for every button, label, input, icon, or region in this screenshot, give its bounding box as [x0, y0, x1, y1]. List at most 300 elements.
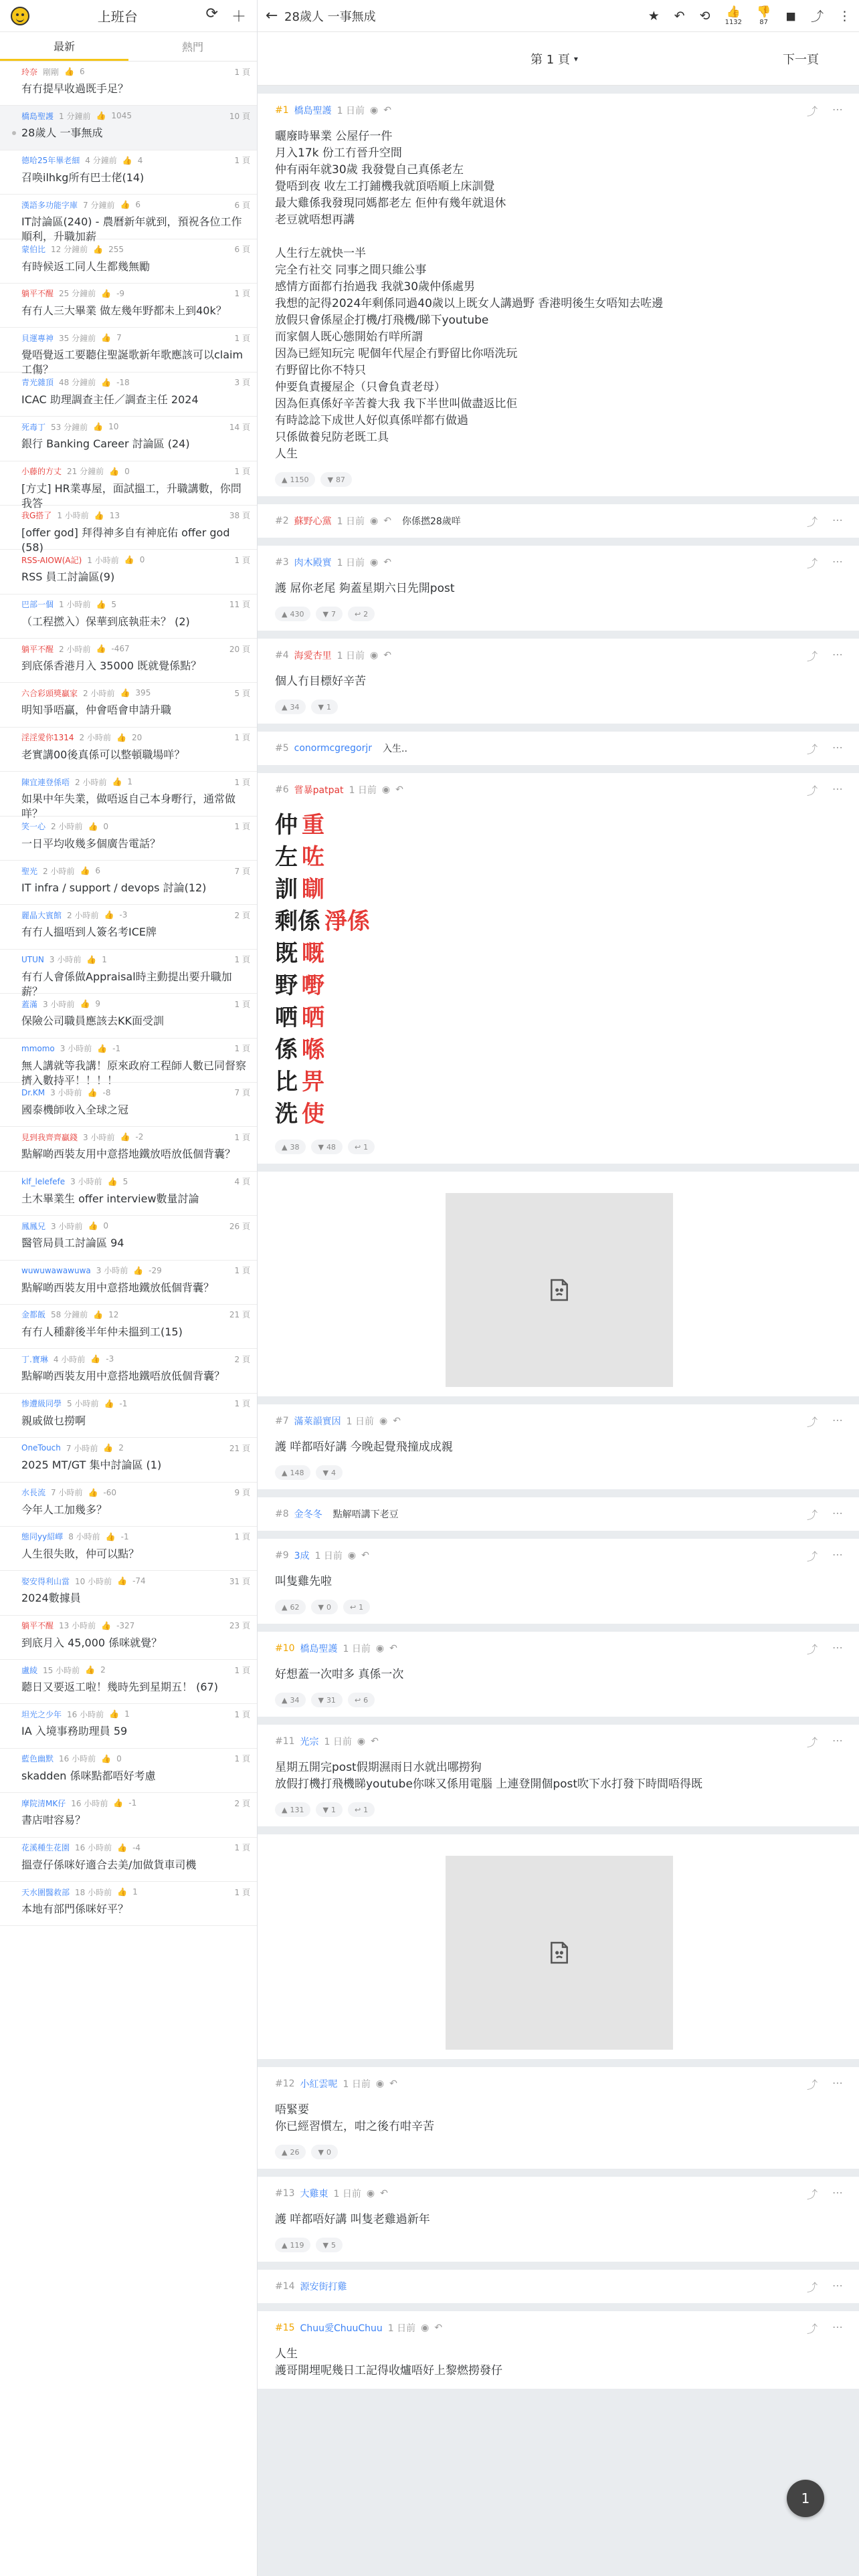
thread-pages[interactable]: 6 頁 [234, 200, 250, 210]
thread-item[interactable] [0, 1616, 257, 1660]
share-icon[interactable]: ⤴ [806, 649, 818, 663]
thread-time: 4 小時前 [53, 1354, 86, 1364]
eye-icon[interactable]: ◉ [370, 105, 379, 116]
reply-author[interactable]: 海愛杏里 [294, 651, 332, 661]
thread-pages[interactable]: 23 頁 [229, 1621, 250, 1631]
thread-author[interactable]: 陳宜連登係唔 [21, 777, 70, 787]
thread-title[interactable]: [offer god] 拜得神多自有神庇佑 offer god (58) [21, 526, 230, 554]
thread-pages[interactable]: 1 頁 [234, 333, 250, 343]
share-icon[interactable]: ⤴ [806, 2322, 818, 2335]
thread-item[interactable] [0, 1127, 257, 1171]
downvote-count: 1 [330, 1805, 336, 1814]
more-icon[interactable]: ⋯ [832, 647, 843, 661]
thread-author[interactable]: 見到我齊齊贏錢 [21, 1132, 78, 1142]
thread-author[interactable]: 鳳鳳兄 [21, 1221, 46, 1231]
thread-title[interactable]: 覺唔覺返工要聽住聖誕歌新年歌應該可以claim工傷？ [21, 348, 244, 377]
thread-author[interactable]: 摩院清MK仔 [21, 1798, 66, 1808]
share-icon[interactable]: ⤴ [806, 2280, 818, 2294]
thread-item[interactable] [0, 1349, 257, 1393]
thread-likes: 395 [135, 688, 151, 698]
thread-item[interactable] [0, 817, 257, 861]
thread-pages[interactable]: 1 頁 [234, 555, 250, 565]
thread-pages[interactable]: 1 頁 [234, 1709, 250, 1719]
thread-item[interactable] [0, 1704, 257, 1748]
thread-pages[interactable]: 1 頁 [234, 999, 250, 1009]
thread-author[interactable]: 水長流 [21, 1488, 46, 1497]
thread-author[interactable]: 躺平不醒 [21, 289, 54, 299]
thread-author[interactable]: 笑一心 [21, 822, 46, 832]
upvote-count: 430 [290, 609, 304, 619]
thread-author[interactable]: 漢語多功能字庫 [21, 200, 78, 210]
thread-pages[interactable]: 21 頁 [229, 1443, 250, 1453]
thread-author[interactable]: klf_lelefefe [21, 1176, 66, 1186]
thread-author[interactable]: 淫淫愛你1314 [21, 733, 74, 743]
thread-pages[interactable]: 1 頁 [234, 67, 250, 77]
upvote-button[interactable]: ▲ 131 [275, 1802, 310, 1817]
thread-pages[interactable]: 1 頁 [234, 1399, 250, 1409]
lihkg-logo-icon[interactable] [11, 7, 29, 25]
eye-icon[interactable]: ◉ [379, 1416, 388, 1426]
thread-item[interactable] [0, 239, 257, 284]
thread-title[interactable]: 保險公司職員應該去KK面受訓 [21, 1014, 164, 1028]
thread-author[interactable]: 天水圍醫救部 [21, 1887, 70, 1897]
thread-item[interactable] [0, 1793, 257, 1837]
thread-pages[interactable]: 9 頁 [234, 1488, 250, 1497]
share-icon[interactable]: ⤴ [806, 742, 818, 756]
eye-icon[interactable]: ◉ [370, 557, 379, 568]
thread-author[interactable]: 態同yy紹嶧 [21, 1532, 64, 1542]
reply-count-button[interactable]: ↩ 1 [348, 1802, 375, 1817]
quote-icon[interactable]: ↶ [383, 516, 391, 526]
reply-author[interactable]: 橋島聖護 [300, 1644, 338, 1654]
thread-title[interactable]: 有冇人三大畢業 做左幾年野都未上到40k？ [21, 304, 227, 317]
thread-title[interactable]: 明知爭唔贏，仲會唔會申請升職 [21, 704, 172, 717]
thread-item[interactable] [0, 550, 257, 594]
upvote-button[interactable]: ▲ 62 [275, 1600, 306, 1614]
thread-item[interactable] [0, 950, 257, 998]
thread-item[interactable] [0, 1394, 257, 1438]
thread-author[interactable]: 死毒丁 [21, 422, 46, 432]
thread-author[interactable]: RSS-AIOW(A記) [21, 555, 82, 565]
thread-author[interactable]: 聖光 [21, 866, 38, 876]
thread-title[interactable]: 2024數據員 [21, 1592, 81, 1605]
share-icon[interactable]: ⤴ [810, 9, 824, 24]
thread-author[interactable]: 蒙伯比 [21, 245, 46, 255]
thread-author[interactable]: 躺平不醒 [21, 644, 54, 654]
thread-item[interactable] [0, 861, 257, 905]
thread-meta [21, 154, 250, 167]
broken-image-icon[interactable] [446, 1193, 673, 1387]
thread-title[interactable]: 老實講00後真係可以整頓職場咩？ [21, 748, 185, 761]
thread-item[interactable] [0, 905, 257, 949]
reply-count-button[interactable]: ↩ 1 [343, 1600, 370, 1614]
downvote-button[interactable]: ▼ 1 [311, 700, 337, 714]
thread-title[interactable]: 到底月入 45,000 係咪就覺？ [21, 1636, 163, 1649]
thread-title[interactable]: IA 入境事務助理員 59 [21, 1725, 128, 1738]
thread-item[interactable] [0, 372, 257, 417]
thread-author[interactable]: 我G搭了 [21, 511, 52, 521]
thread-pages[interactable]: 1 頁 [234, 1132, 250, 1142]
thread-item[interactable] [0, 595, 257, 639]
more-icon[interactable]: ⋯ [832, 2185, 843, 2199]
thread-pages[interactable]: 31 頁 [229, 1576, 250, 1586]
more-icon[interactable]: ⋯ [832, 1547, 843, 1561]
thread-meta [21, 1442, 250, 1454]
thread-pages[interactable]: 1 頁 [234, 1044, 250, 1054]
thread-item[interactable] [0, 1838, 257, 1882]
reply-count-button[interactable]: ↩ 1 [348, 1140, 375, 1154]
thread-title[interactable]: [方丈] HR業專屋，面試搵工，升職講數，你問我答 [21, 481, 242, 510]
thread-title[interactable]: 有冇人會係做Appraisal時主動提出要升職加薪？ [21, 970, 232, 998]
upvote-button[interactable]: ▲ 1150 [275, 472, 315, 487]
thread-item[interactable] [0, 1039, 257, 1087]
share-icon[interactable]: ⤴ [806, 1549, 818, 1563]
reply-author[interactable]: 3成 [294, 1551, 310, 1562]
thread-author[interactable]: 橋島聖護 [21, 111, 54, 121]
thread-item[interactable] [0, 417, 257, 461]
share-icon[interactable]: ⤴ [806, 1735, 818, 1749]
thread-item[interactable] [0, 1216, 257, 1260]
reply-author[interactable]: 小紅雲呢 [300, 2079, 338, 2090]
reply-author[interactable]: 光宗 [300, 1737, 319, 1747]
quote-icon[interactable]: ↶ [371, 1736, 379, 1747]
thread-author[interactable]: 躺平不醒 [21, 1621, 54, 1631]
thread-author[interactable]: 六合彩頭獎贏家 [21, 688, 78, 698]
downvote-button[interactable]: ▼ 0 [311, 2145, 337, 2159]
thread-pages[interactable]: 2 頁 [234, 1354, 250, 1364]
downvote-button[interactable]: ▼ 5 [316, 2238, 342, 2252]
thread-author[interactable]: 玲奈 [21, 67, 38, 77]
share-icon[interactable]: ⤴ [806, 556, 818, 570]
upvote-button[interactable]: ▲ 430 [275, 607, 310, 621]
reply-card [258, 1632, 859, 1717]
share-icon[interactable]: ⤴ [806, 1508, 818, 1521]
thread-title[interactable]: 有冇提早收過既手足？ [21, 82, 129, 95]
thread-item[interactable] [0, 506, 257, 554]
reply-author[interactable]: conormcgregorjr [294, 743, 372, 754]
thread-item[interactable] [0, 772, 257, 821]
next-page-button[interactable]: 下一頁 [783, 52, 819, 67]
more-icon[interactable]: ⋯ [832, 554, 843, 568]
thread-title[interactable]: IT討論區(240) - 農曆新年就到，預祝各位工作順利，升職加薪 [21, 215, 242, 243]
more-icon[interactable]: ⋮ [838, 8, 851, 23]
thread-title[interactable]: 本地有部門係咪好平？ [21, 1903, 129, 1916]
more-icon[interactable]: ⋯ [832, 2278, 843, 2292]
thread-title[interactable]: 點解啲西裝友用中意搭地鐵唔放低個背囊？ [21, 1370, 225, 1383]
thread-item[interactable] [0, 1660, 257, 1704]
quote-icon[interactable]: ↶ [389, 1643, 397, 1654]
thread-title[interactable]: 親戚做乜撈啊 [21, 1414, 86, 1427]
star-icon[interactable]: ★ [648, 8, 660, 23]
back-arrow-icon[interactable]: ← [266, 7, 278, 24]
quote-icon[interactable]: ↶ [361, 1550, 369, 1561]
reply-meta [275, 1548, 843, 1563]
thread-title[interactable]: 聽日又要返工啦！幾時先到星期五！ (67) [21, 1681, 218, 1694]
thread-title[interactable]: 有冇人種辭後半年仲未搵到工(15) [21, 1325, 183, 1338]
thread-pages[interactable]: 1 頁 [234, 1532, 250, 1542]
share-icon[interactable]: ⤴ [806, 515, 818, 528]
dislike-button[interactable] [757, 5, 771, 26]
thread-title[interactable]: 搵壹仔係咪好適合去美/加做貨車司機 [21, 1858, 197, 1871]
thread-title[interactable]: RSS 員工討論區(9) [21, 570, 115, 584]
thread-item[interactable] [0, 1083, 257, 1127]
share-icon[interactable]: ⤴ [806, 784, 818, 797]
upvote-button[interactable]: ▲ 119 [275, 2238, 310, 2252]
thread-title[interactable]: 點解啲西裝友用中意搭地鐵放低個背囊？ [21, 1281, 215, 1294]
new-thread-icon[interactable]: ＋ [231, 9, 246, 25]
thread-item[interactable] [0, 150, 257, 195]
thread-title[interactable]: 到底係香港月入 35000 既就覺係點？ [21, 659, 202, 673]
reply-body: 護 咩都唔好講 今晚起覺飛撞成成親 [275, 1440, 453, 1454]
quote-icon[interactable]: ↶ [393, 1416, 401, 1426]
quote-icon[interactable]: ↶ [383, 557, 391, 568]
thread-author[interactable]: 藍色幽默 [21, 1754, 54, 1764]
thread-author[interactable]: Dr.KM [21, 1087, 45, 1097]
downvote-button[interactable]: ▼ 87 [320, 472, 351, 487]
thread-pages[interactable]: 1 頁 [234, 1887, 250, 1897]
thread-likes: 255 [108, 244, 124, 254]
reply-count-button[interactable]: ↩ 6 [348, 1693, 375, 1707]
thread-item[interactable] [0, 1571, 257, 1615]
thread-author[interactable]: OneTouch [21, 1443, 61, 1453]
more-icon[interactable]: ⋯ [832, 513, 843, 526]
upvote-button[interactable]: ▲ 38 [275, 1140, 306, 1154]
like-button[interactable] [725, 5, 742, 26]
thread-title[interactable]: 召唤ilhkg所有巴士佬(14) [21, 171, 145, 184]
tab-hot[interactable]: 熱門 [181, 41, 203, 53]
thread-item[interactable] [0, 1882, 257, 1926]
thread-pages[interactable]: 38 頁 [229, 511, 250, 521]
reply-author[interactable]: 橋島聖護 [294, 106, 332, 116]
quote-icon[interactable]: ↶ [434, 2323, 443, 2333]
thread-title[interactable]: 今年人工加幾多？ [21, 1503, 108, 1516]
quote-icon[interactable]: ↶ [389, 2078, 397, 2089]
thread-pages[interactable]: 6 頁 [234, 245, 250, 255]
thread-title[interactable]: 有冇人搵唔到人簽名考ICE牌 [21, 926, 157, 939]
quote-icon[interactable]: ↶ [383, 650, 391, 661]
thread-pages[interactable]: 4 頁 [234, 1177, 250, 1187]
thread-item[interactable] [0, 1527, 257, 1571]
thread-pages[interactable]: 1 頁 [234, 156, 250, 166]
thread-author[interactable]: 花溪種生花園 [21, 1843, 70, 1853]
thread-author[interactable]: 小藤的方丈 [21, 467, 62, 477]
thread-meta [21, 1531, 250, 1543]
broken-image-icon[interactable] [446, 1856, 673, 2050]
thread-pages[interactable]: 1 頁 [234, 289, 250, 299]
downvote-button[interactable]: ▼ 0 [311, 1600, 337, 1614]
reply-author[interactable]: 肉木殿實 [294, 558, 332, 568]
thread-item[interactable] [0, 1438, 257, 1482]
thread-likes: 6 [95, 866, 101, 876]
eye-icon[interactable]: ◉ [421, 2323, 430, 2333]
thread-title[interactable]: 點解啲西裝友用中意搭地鐵放唔放低個背囊？ [21, 1148, 236, 1161]
reply-count-button[interactable]: ↩ 2 [348, 607, 375, 621]
refresh-icon[interactable]: ⟳ [205, 5, 218, 22]
downvote-button[interactable]: ▼ 1 [316, 1802, 342, 1817]
upvote-button[interactable]: ▲ 148 [275, 1465, 310, 1480]
upvote-button[interactable]: ▲ 34 [275, 700, 306, 714]
thread-pages[interactable]: 21 頁 [229, 1310, 250, 1320]
thread-item[interactable] [0, 1483, 257, 1527]
back-icon[interactable]: ⟲ [699, 8, 710, 23]
thread-title[interactable]: 一日平均收幾多個廣告電話？ [21, 837, 161, 850]
thread-item[interactable] [0, 728, 257, 772]
reply-icon[interactable]: ↶ [674, 8, 685, 23]
thread-item[interactable] [0, 461, 257, 510]
reply-author[interactable]: 金冬冬 [294, 1509, 322, 1520]
thread-author[interactable]: 惨遭級同學 [21, 1399, 62, 1409]
thread-title[interactable]: 如果中年失業，做唔返自己本身嘢行，通常做咩？ [21, 792, 236, 821]
thread-title[interactable]: skadden 係咪點都唔好考慮 [21, 1769, 156, 1782]
more-icon[interactable]: ⋯ [832, 2320, 843, 2333]
thread-item[interactable] [0, 62, 257, 106]
thread-item[interactable] [0, 683, 257, 727]
thread-title[interactable]: 28歲人 一事無成 [21, 126, 103, 140]
thread-author[interactable]: 金都飯 [21, 1310, 46, 1320]
eye-icon[interactable]: ◉ [370, 650, 379, 661]
reply-author[interactable]: 源安街打雞 [300, 2282, 347, 2292]
thread-author[interactable]: 坦光之少年 [21, 1709, 62, 1719]
eye-icon[interactable]: ◉ [375, 1643, 385, 1654]
thread-likes: -467 [111, 644, 130, 654]
more-icon[interactable]: ⋯ [832, 2076, 843, 2089]
thread-pages[interactable]: 26 頁 [229, 1221, 250, 1231]
thread-pages[interactable]: 1 頁 [234, 777, 250, 787]
share-icon[interactable]: ⤴ [806, 1642, 818, 1656]
tab-latest[interactable]: 最新 [0, 32, 128, 61]
eye-icon[interactable]: ◉ [370, 516, 379, 526]
thread-title[interactable]: ICAC 助理調查主任／調查主任 2024 [21, 393, 199, 406]
share-icon[interactable]: ⤴ [806, 2078, 818, 2091]
page-number-fab[interactable]: 1 [787, 2480, 824, 2517]
thread-title[interactable]: 銀行 Banking Career 討論區 (24) [21, 437, 190, 451]
thread-title[interactable]: 2025 MT/GT 集中討論區 (1) [21, 1459, 162, 1472]
thread-item[interactable] [0, 328, 257, 377]
more-icon[interactable]: ⋯ [832, 782, 843, 795]
thread-time: 1 小時前 [57, 511, 89, 521]
thread-pages[interactable]: 1 頁 [234, 733, 250, 743]
thread-author[interactable]: 麗晶大賓館 [21, 910, 62, 920]
thread-title[interactable]: 人生很失敗，仲可以點？ [21, 1547, 140, 1560]
downvote-button[interactable]: ▼ 48 [311, 1140, 342, 1154]
thread-meta [21, 1043, 250, 1055]
thread-pages[interactable]: 1 頁 [234, 1266, 250, 1276]
quote-icon[interactable]: ↶ [383, 105, 391, 116]
thread-author[interactable]: 丁.寶琳 [21, 1354, 48, 1364]
thread-author[interactable]: 蓋滿 [21, 999, 38, 1009]
thread-pages[interactable]: 1 頁 [234, 467, 250, 477]
thread-pages[interactable]: 7 頁 [234, 1088, 250, 1098]
more-icon[interactable]: ⋯ [832, 1506, 843, 1519]
reply-author[interactable]: 嘗暴patpat [294, 785, 344, 796]
thread-pages[interactable]: 1 頁 [234, 822, 250, 832]
share-icon[interactable]: ⤴ [806, 104, 818, 118]
more-icon[interactable]: ⋯ [832, 1413, 843, 1426]
reply-author[interactable]: 蘇野心黨 [294, 516, 332, 527]
thread-pages[interactable]: 1 頁 [234, 955, 250, 965]
downvote-button[interactable]: ▼ 31 [311, 1693, 342, 1707]
thread-author[interactable]: wuwuwawawuwa [21, 1265, 91, 1275]
thread-pages[interactable]: 3 頁 [234, 378, 250, 388]
thread-title[interactable]: （工程撚入）保華到底執莊未？ (2) [21, 615, 190, 628]
more-icon[interactable]: ⋯ [832, 102, 843, 116]
reply-author[interactable]: 滿萊韻實因 [294, 1416, 341, 1427]
eye-icon[interactable]: ◉ [357, 1736, 366, 1747]
thread-item[interactable] [0, 1261, 257, 1305]
upvote-button[interactable]: ▲ 26 [275, 2145, 306, 2159]
thread-title[interactable]: 土木畢業生 offer interview數量討論 [21, 1192, 199, 1205]
thread-item[interactable] [0, 994, 257, 1038]
downvote-button[interactable]: ▼ 4 [316, 1465, 342, 1480]
thread-title[interactable]: 國泰機師收入全球之冠 [21, 1103, 129, 1116]
thread-pages[interactable]: 1 頁 [234, 1843, 250, 1853]
eye-icon[interactable]: ◉ [366, 2188, 375, 2199]
thread-likes: 2 [100, 1665, 106, 1675]
reply-author[interactable]: 大雞東 [300, 2189, 328, 2199]
more-icon[interactable]: ⋯ [832, 1733, 843, 1747]
thread-item[interactable] [0, 284, 257, 328]
eye-icon[interactable]: ◉ [347, 1550, 357, 1561]
thread-author[interactable]: 娶安得利山當 [21, 1576, 70, 1586]
quote-icon[interactable]: ↶ [380, 2188, 388, 2199]
share-icon[interactable]: ⤴ [806, 1415, 818, 1428]
thread-title[interactable]: 有時候返工同人生都幾無勵 [21, 259, 151, 273]
thread-pages[interactable]: 14 頁 [229, 422, 250, 432]
thread-pages[interactable]: 10 頁 [229, 111, 250, 121]
more-icon[interactable]: ⋯ [832, 740, 843, 754]
thread-pages[interactable]: 5 頁 [234, 688, 250, 698]
reply-author[interactable]: Chuu愛ChuuChuu [300, 2323, 383, 2334]
downvote-count: 4 [330, 1468, 336, 1477]
thread-author[interactable]: 德哈25年畢老細 [21, 156, 80, 166]
thread-item[interactable] [0, 1305, 257, 1349]
thread-pages[interactable]: 11 頁 [229, 600, 250, 610]
eye-icon[interactable]: ◉ [375, 2078, 385, 2089]
thread-pages[interactable]: 1 頁 [234, 1754, 250, 1764]
thread-author[interactable]: mmomo [21, 1043, 55, 1053]
thread-author[interactable]: UTUN [21, 954, 44, 964]
current-page-dropdown[interactable]: 第 1 頁 [531, 52, 570, 67]
thread-author[interactable]: 貝運專神 [21, 333, 54, 343]
thread-item[interactable] [0, 195, 257, 243]
more-icon[interactable]: ⋯ [832, 1640, 843, 1654]
thread-item[interactable] [0, 639, 257, 683]
thread-author[interactable]: 盧綾 [21, 1665, 38, 1675]
thread-item[interactable] [0, 106, 257, 150]
thread-item[interactable] [0, 1172, 257, 1216]
thread-item[interactable] [0, 1749, 257, 1793]
thread-pages[interactable]: 2 頁 [234, 910, 250, 920]
thread-title[interactable]: 醫管局員工討論區 94 [21, 1237, 124, 1250]
snapshot-icon[interactable]: ◼ [785, 8, 796, 23]
quote-icon[interactable]: ↶ [395, 784, 403, 795]
thread-pages[interactable]: 1 頁 [234, 1665, 250, 1675]
thread-pages[interactable]: 2 頁 [234, 1798, 250, 1808]
thread-pages[interactable]: 20 頁 [229, 644, 250, 654]
thread-author[interactable]: 巴部一個 [21, 600, 54, 610]
reply-time: 1 日前 [333, 2189, 361, 2199]
downvote-button[interactable]: ▼ 7 [316, 607, 342, 621]
thread-title[interactable]: 無人講就等我講！原來政府工程師人數已同督察擠入數持平！！！！ [21, 1059, 247, 1087]
reply-meta [275, 2076, 843, 2091]
eye-icon[interactable]: ◉ [381, 784, 391, 795]
share-icon[interactable]: ⤴ [806, 2187, 818, 2201]
thread-pages[interactable]: 7 頁 [234, 866, 250, 876]
thread-author[interactable]: 青光雜頂 [21, 378, 54, 388]
thread-title[interactable]: IT infra / support / devops 討論(12) [21, 881, 207, 895]
upvote-button[interactable]: ▲ 34 [275, 1693, 306, 1707]
thread-title[interactable]: 書店咁容易？ [21, 1814, 86, 1827]
